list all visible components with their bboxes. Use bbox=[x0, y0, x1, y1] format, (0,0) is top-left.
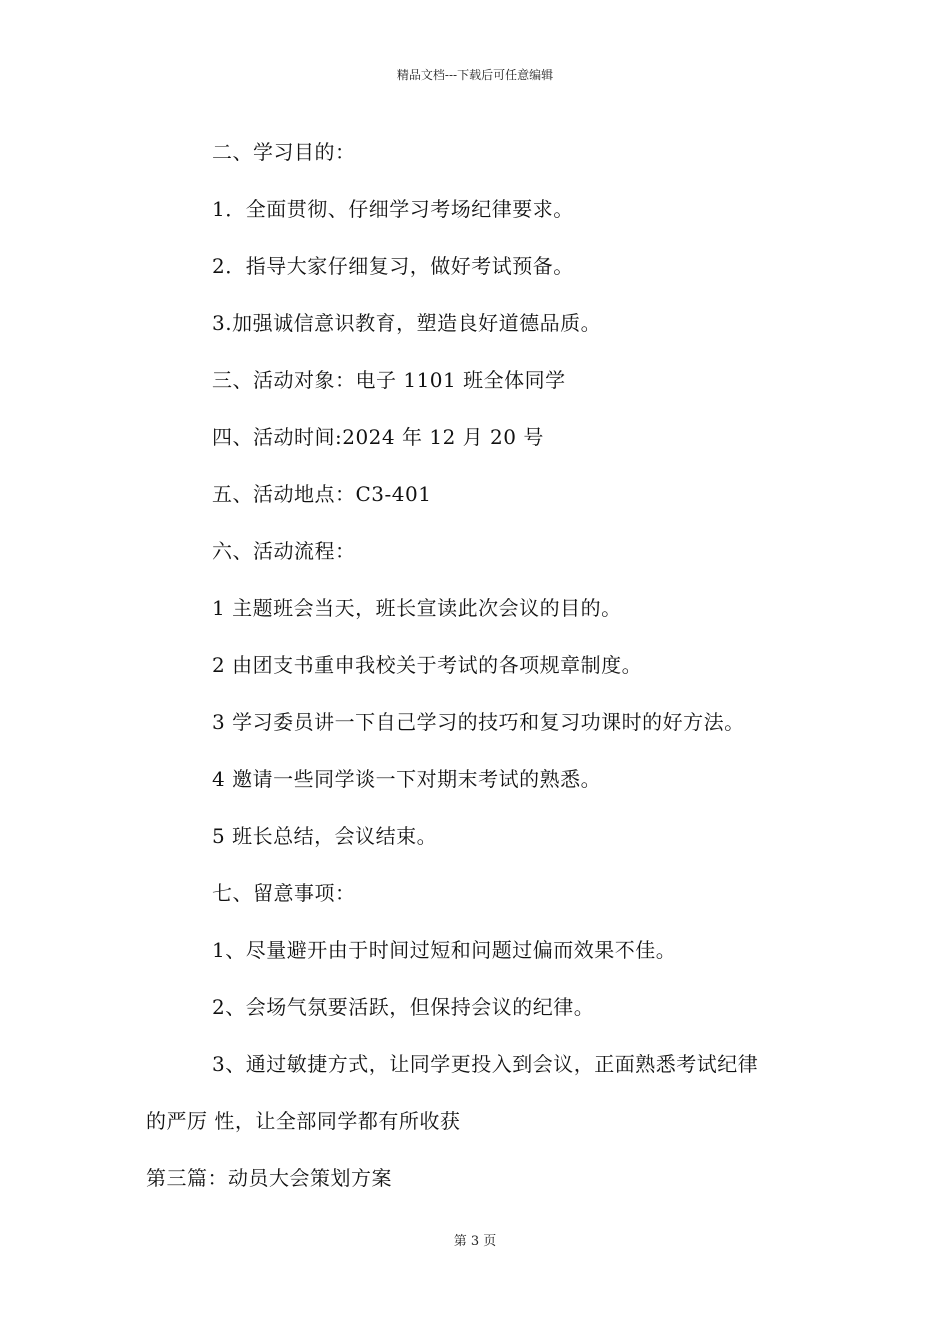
note-item-3: 3、通过敏捷方式，让同学更投入到会议，正面熟悉考试纪律 bbox=[212, 1052, 759, 1076]
flow-item-3: 3 学习委员讲一下自己学习的技巧和复习功课时的好方法。 bbox=[212, 710, 745, 734]
activity-time: 四、活动时间:2024 年 12 月 20 号 bbox=[212, 425, 544, 449]
flow-item-4: 4 邀请一些同学谈一下对期末考试的熟悉。 bbox=[212, 767, 602, 791]
flow-item-5: 5 班长总结，会议结束。 bbox=[212, 824, 438, 848]
page-header: 精品文档---下载后可任意编辑 bbox=[396, 68, 554, 82]
goal-item-1: 1．全面贯彻、仔细学习考场纪律要求。 bbox=[212, 197, 574, 221]
section-heading-notes: 七、留意事项： bbox=[212, 881, 356, 905]
page-number: 第 3 页 bbox=[453, 1234, 497, 1249]
chapter-title: 第三篇：动员大会策划方案 bbox=[146, 1166, 392, 1190]
note-item-1: 1、尽量避开由于时间过短和问题过偏而效果不佳。 bbox=[212, 938, 677, 962]
goal-item-3: 3.加强诚信意识教育，塑造良好道德品质。 bbox=[212, 311, 602, 335]
goal-item-2: 2．指导大家仔细复习，做好考试预备。 bbox=[212, 254, 574, 278]
flow-item-2: 2 由团支书重申我校关于考试的各项规章制度。 bbox=[212, 653, 643, 677]
note-item-2: 2、会场气氛要活跃，但保持会议的纪律。 bbox=[212, 995, 595, 1019]
flow-item-1: 1 主题班会当天，班长宣读此次会议的目的。 bbox=[212, 596, 622, 620]
section-heading-study-goals: 二、学习目的： bbox=[212, 140, 356, 164]
activity-target: 三、活动对象：电子 1101 班全体同学 bbox=[212, 368, 566, 392]
activity-location: 五、活动地点：C3-401 bbox=[212, 482, 432, 506]
note-item-3-continued: 的严厉 性，让全部同学都有所收获 bbox=[146, 1109, 461, 1133]
section-heading-activity-flow: 六、活动流程： bbox=[212, 539, 356, 563]
